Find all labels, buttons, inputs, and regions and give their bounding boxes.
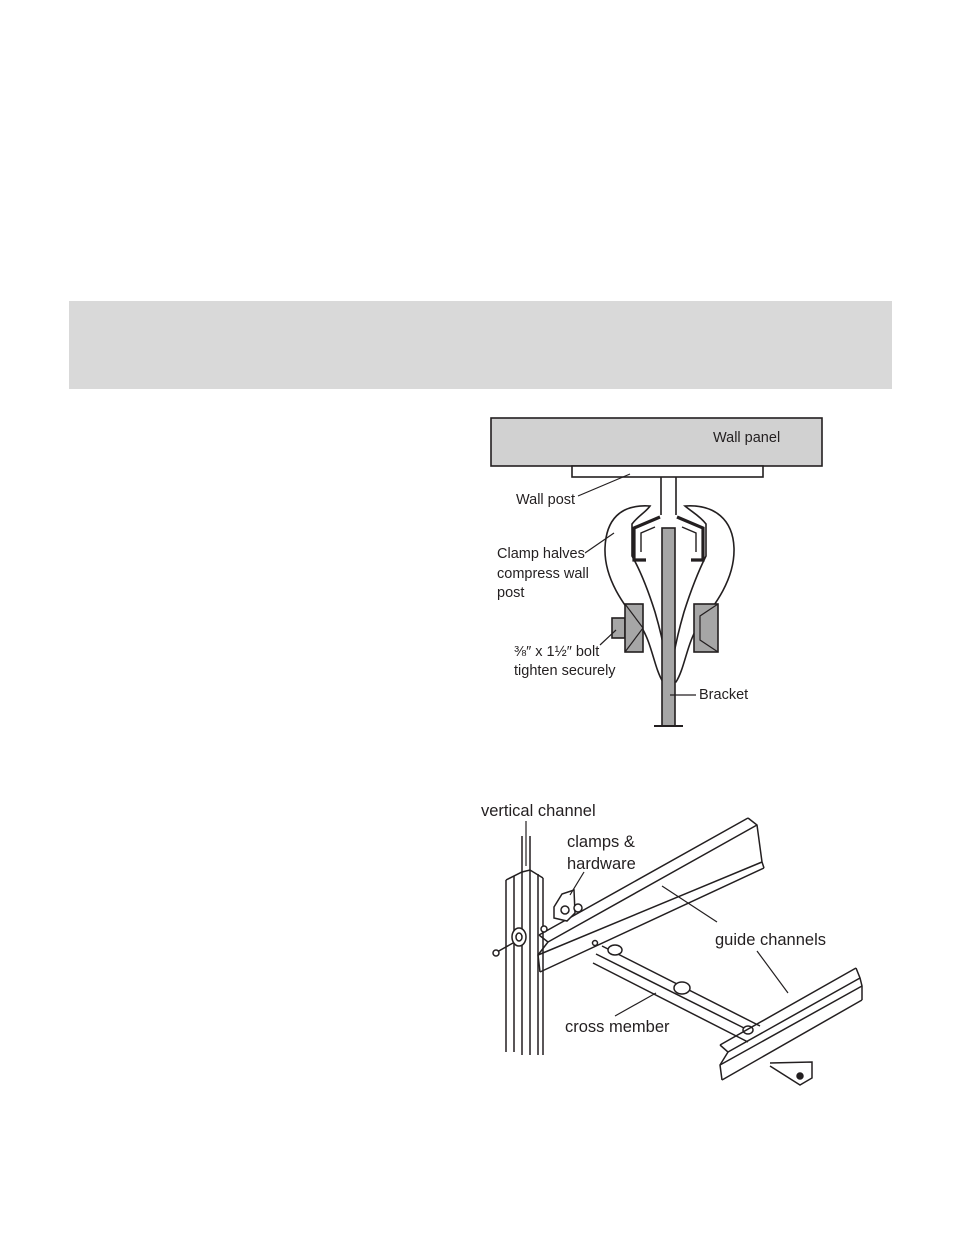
label-bolt-1: ⅜″ x 1½″ bolt — [514, 644, 600, 660]
label-bracket: Bracket — [699, 687, 749, 703]
bolt-nut-right — [694, 604, 718, 652]
wall-post-plate — [572, 466, 763, 477]
label-clamps-1: clamps & — [567, 833, 635, 851]
bolt-head-left — [612, 618, 625, 638]
vertical-channel-bolt — [493, 928, 526, 956]
clamp-left-half — [605, 506, 669, 682]
label-bolt-2: tighten securely — [514, 663, 616, 679]
bracket-bar — [662, 528, 675, 726]
label-clamp-halves-1: Clamp halves — [497, 546, 585, 562]
bolt-nut-left — [625, 604, 643, 652]
label-wall-panel: Wall panel — [713, 430, 781, 446]
label-cross-member: cross member — [565, 1018, 670, 1036]
label-clamps-2: hardware — [567, 855, 636, 873]
label-wall-post: Wall post — [516, 492, 576, 508]
channel-assembly-diagram — [493, 818, 862, 1085]
label-clamp-halves-2: compress wall — [497, 566, 589, 582]
wall-post-stem — [661, 477, 676, 515]
label-clamp-halves-3: post — [497, 585, 525, 601]
label-guide-channels: guide channels — [715, 931, 827, 949]
label-vertical-channel: vertical channel — [481, 802, 596, 820]
vertical-channel-shape — [506, 836, 543, 1055]
cross-member-end — [770, 1062, 812, 1085]
